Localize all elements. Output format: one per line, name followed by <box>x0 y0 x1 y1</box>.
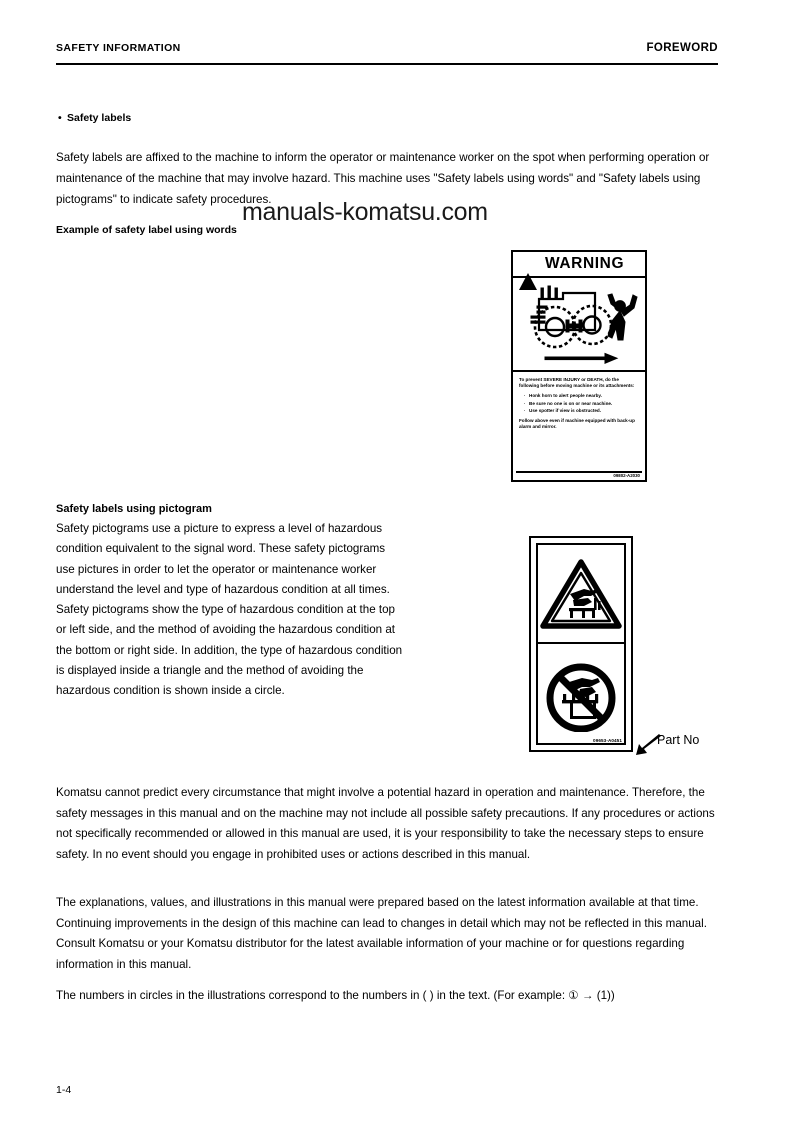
header-divider <box>56 63 718 65</box>
page-number: 1-4 <box>56 1084 72 1096</box>
pictogram-paragraph-line: use pictures in order to let the operator or maintenance worker <box>56 562 377 576</box>
warning-signal-word: WARNING <box>545 255 625 272</box>
watermark: manuals-komatsu.com <box>242 198 488 226</box>
warning-lead-text: To prevent SEVERE INJURY or DEATH, do the following before moving machine or its attachments: <box>519 377 635 389</box>
warning-bullet-item: · Be sure no one is on or near machine. <box>529 401 640 407</box>
pictogram-paragraph-line: or left side, and the method of avoiding the hazardous condition at <box>56 623 396 637</box>
pictogram-paragraph-line: the bottom or right side. In addition, the type of hazardous condition <box>56 643 403 657</box>
intro-paragraph: Safety labels are affixed to the machine to inform the operator or maintenance worker on the spot when performing operation or maintenance of the machine that may involve hazard. This machine uses "Safety labels using words" and "Safety labels using pictograms" to indicate safety procedures. <box>56 151 710 206</box>
header-chapter-title: FOREWORD <box>646 42 718 54</box>
pictogram-paragraph-line: hazardous condition is shown inside a circle. <box>56 684 285 698</box>
warning-pictograph-machine-and-person <box>513 278 645 372</box>
safety-labels-heading-label: Safety labels <box>67 112 132 124</box>
pictogram-paragraph-line: understand the level and type of hazardous condition at all times. <box>56 582 390 596</box>
pictogram-heading: Safety labels using pictogram <box>56 503 212 515</box>
explanations-paragraph: The explanations, values, and illustrations in this manual were prepared based on the latest information available at that time. Continuing improvements in the design of this machine can lead to changes in detail which may not be reflected in this manual. Consult Komatsu or your Komatsu distributor for the latest available information of your machine or for questions regarding information in this manual. <box>56 896 707 971</box>
circled-numbers-paragraph: The numbers in circles in the illustrations correspond to the numbers in ( ) in the text. (For example: ① → (1)) <box>56 989 615 1002</box>
part-no-callout-label: Part No <box>657 733 700 747</box>
pictogram-paragraph <box>56 519 441 702</box>
warning-bullet-item: · Use spotter if view is obstructed. <box>529 408 640 414</box>
warning-label-part-number: 09802-A2030 <box>613 473 640 478</box>
komatsu-disclaimer-paragraph: Komatsu cannot predict every circumstance that might involve a potential hazard in operation and maintenance. Therefore, the safety messages in this manual and on the machine may not include all possible safety precautions. If any procedures or actions not specifically recommended or allowed in this manual are used, it is your responsibility to take the necessary steps to ensure safety. In no event should you engage in prohibited uses or actions described in this manual. <box>56 786 715 861</box>
warning-label-text <box>513 372 645 430</box>
pictogram-paragraph-line: condition equivalent to the signal word. These safety pictograms <box>56 542 386 556</box>
warning-bullet-list <box>519 393 640 415</box>
pictogram-label-inner-frame <box>536 543 626 745</box>
pictogram-prohibition-panel <box>538 644 624 743</box>
pictogram-hazard-panel <box>538 545 624 644</box>
pictogram-label-part-number: 09653-A0451 <box>593 738 622 743</box>
example-words-heading: Example of safety label using words <box>56 224 237 236</box>
bullet-dot-icon: • <box>58 112 62 124</box>
pictogram-label-graphic <box>529 536 633 752</box>
warning-closing-text: Follow above even if machine equipped with back-up alarm and mirror. <box>519 418 635 430</box>
page-header <box>56 42 718 64</box>
pictogram-paragraph-line: Safety pictograms use a picture to express a level of hazardous <box>56 522 383 535</box>
warning-banner <box>513 252 645 278</box>
warning-triangle-icon <box>519 256 538 273</box>
warning-bullet-item: · Honk horn to alert people nearby. <box>529 393 640 399</box>
header-section-title: SAFETY INFORMATION <box>56 42 181 54</box>
pictogram-paragraph-line: is displayed inside a triangle and the method of avoiding the <box>56 664 364 678</box>
warning-label-graphic <box>511 250 647 482</box>
safety-labels-heading <box>58 112 131 124</box>
pictogram-paragraph-line: Safety pictograms show the type of hazardous condition at the top <box>56 603 395 617</box>
